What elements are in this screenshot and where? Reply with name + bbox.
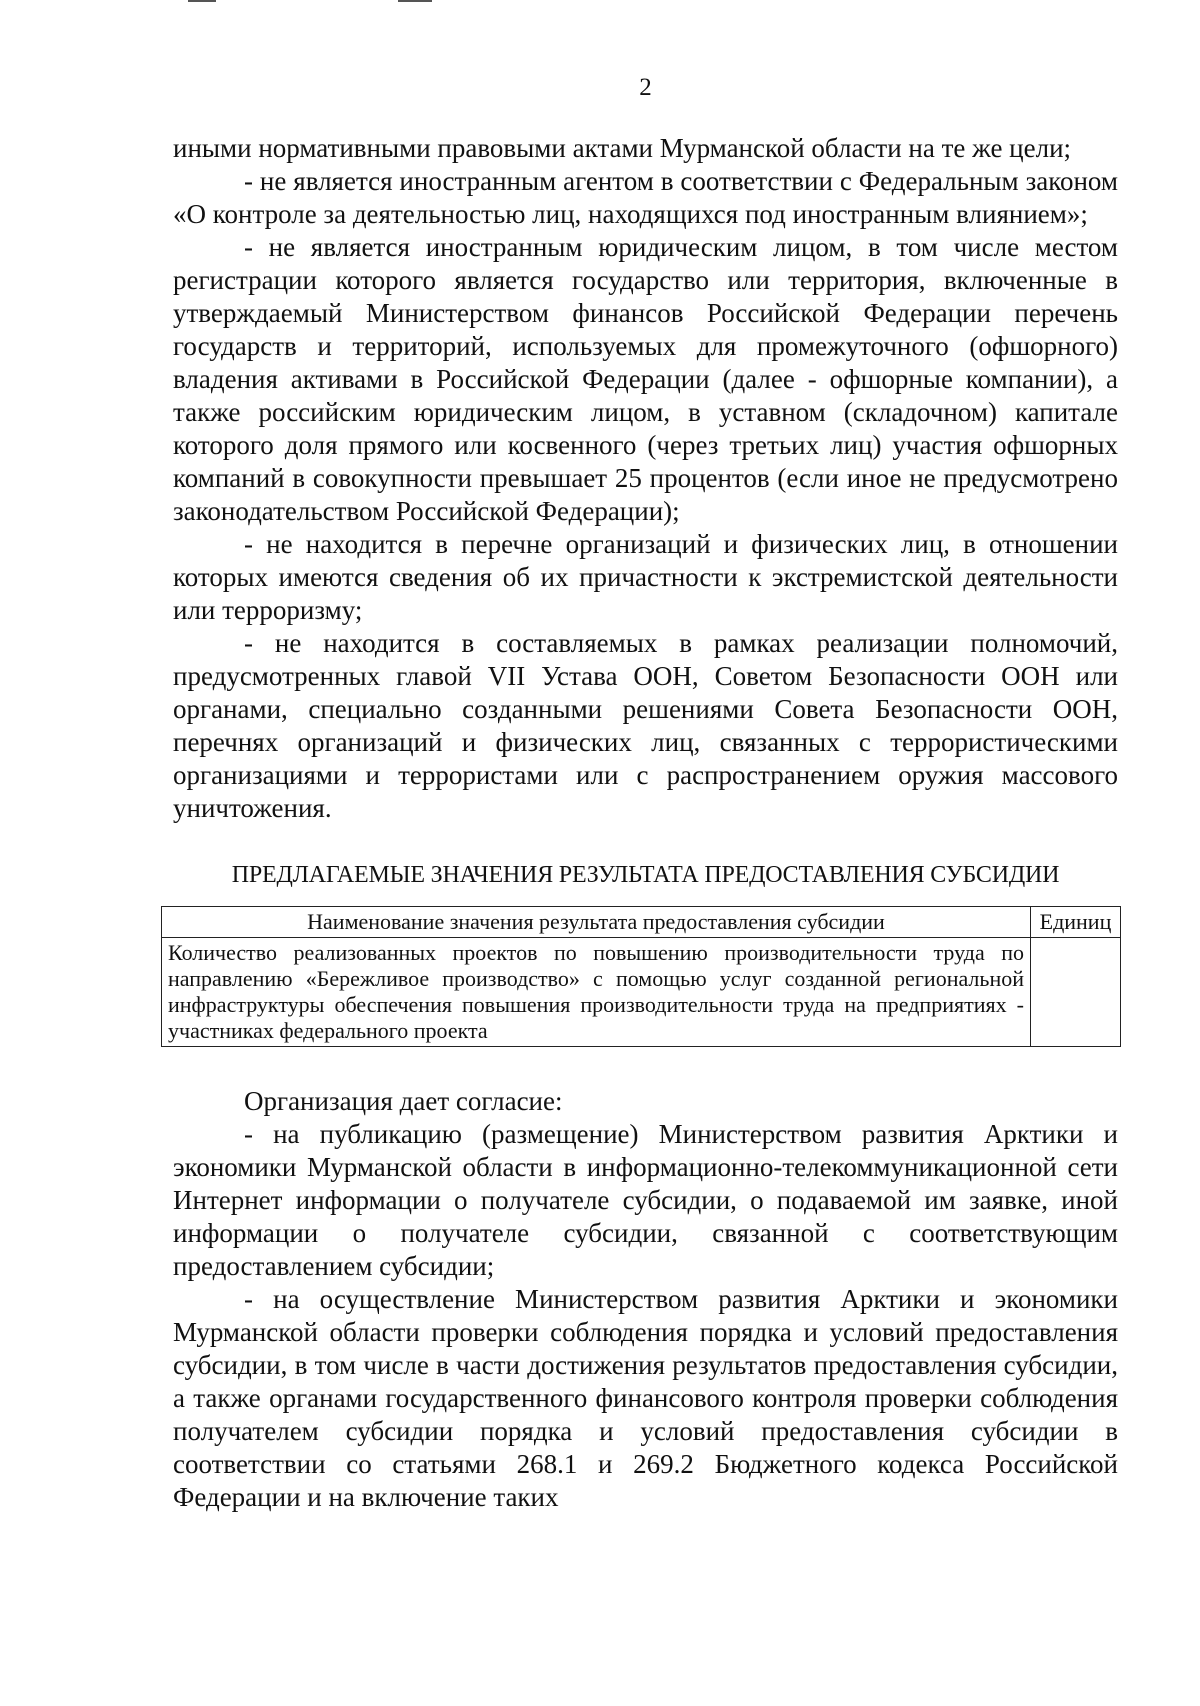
table-header-unit: Единиц bbox=[1031, 907, 1121, 938]
paragraph-4: - не находится в перечне организаций и физических лиц, в отношении которых имеются сведения об их причастности к экстремистской деятельности или терроризму; bbox=[173, 529, 1118, 625]
page-number: 2 bbox=[639, 74, 652, 101]
scan-top-marks bbox=[0, 0, 1200, 6]
paragraph-2: - не является иностранным агентом в соответствии с Федеральным законом «О контроле за деятельностью лиц, находящихся под иностранным влиянием»; bbox=[173, 166, 1118, 229]
table-header-row bbox=[162, 907, 1121, 938]
paragraph-7: - на публикацию (размещение) Министерством развития Арктики и экономики Мурманской области в информационно-телекоммуникационной сети Интернет информации о получателе субсидии, о подаваемой им заявке, иной информации о получателе субсидии, связанной с соответствующим предоставлением субсидии; bbox=[173, 1119, 1118, 1281]
table-cell-name: Количество реализованных проектов по повышению производительности труда по направлению «Бережливое производство» с помощью услуг созданной региональной инфраструктуры обеспечения повышения производительности труда на предприятиях - участниках федерального проекта bbox=[162, 938, 1031, 1047]
paragraph-8: - на осуществление Министерством развития Арктики и экономики Мурманской области проверки соблюдения порядка и условий предоставления субсидии, в том числе в части достижения результатов предоставления субсидии, а также органами государственного финансового контроля проверки соблюдения получателем субсидии порядка и условий предоставления субсидии в соответствии со статьями 268.1 и 269.2 Бюджетного кодекса Российской Федерации и на включение таких bbox=[173, 1284, 1118, 1512]
paragraph-5: - не находится в составляемых в рамках реализации полномочий, предусмотренных главой VII Устава ООН, Советом Безопасности ООН или органами, специально созданными решениями Совета Безопасности ООН, перечнях организаций и физических лиц, связанных с террористическими организациями и террористами или с распространением оружия массового уничтожения. bbox=[173, 628, 1118, 823]
section-heading: ПРЕДЛАГАЕМЫЕ ЗНАЧЕНИЯ РЕЗУЛЬТАТА ПРЕДОСТАВЛЕНИЯ СУБСИДИИ bbox=[231, 862, 1060, 888]
table-cell-unit bbox=[1031, 938, 1121, 1047]
scan-mark bbox=[188, 0, 216, 2]
paragraph-1: иными нормативными правовыми актами Мурманской области на те же цели; bbox=[173, 133, 1072, 163]
paragraph-6: Организация дает согласие: bbox=[244, 1086, 563, 1116]
document-body bbox=[168, 132, 1118, 1514]
paragraph-3: - не является иностранным юридическим лицом, в том числе местом регистрации которого является государство или территория, включенные в утверждаемый Министерством финансов Российской Федерации перечень государств и территорий, используемых для промежуточного (офшорного) владения активами в Российской Федерации (далее - офшорные компании), а также российским юридическим лицом, в уставном (складочном) капитале которого доля прямого или косвенного (через третьих лиц) участия офшорных компаний в совокупности превышает 25 процентов (если иное не предусмотрено законодательством Российской Федерации); bbox=[173, 232, 1118, 526]
table-header-name: Наименование значения результата предоставления субсидии bbox=[162, 907, 1031, 938]
spacer bbox=[173, 1047, 1118, 1085]
scan-mark bbox=[398, 0, 432, 2]
result-values-table bbox=[161, 906, 1121, 1047]
table-row bbox=[162, 938, 1121, 1047]
